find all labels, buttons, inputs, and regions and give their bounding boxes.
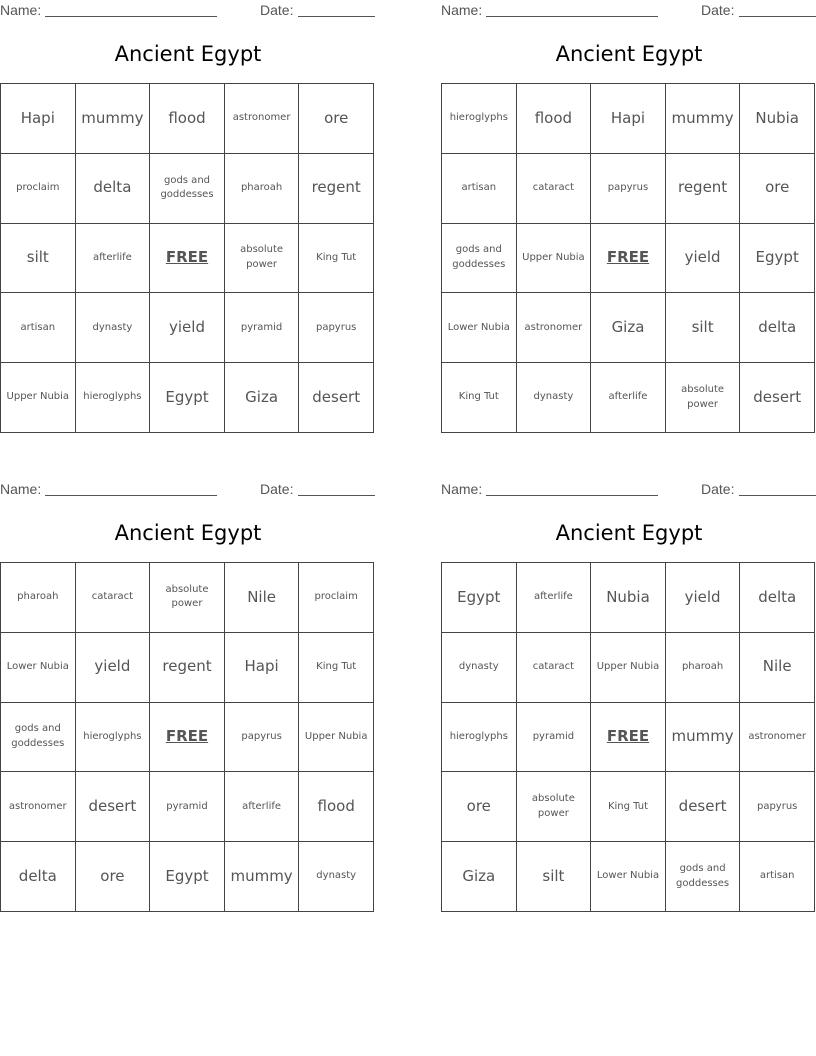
- bingo-cell: King Tut: [299, 224, 374, 294]
- bingo-cell: Upper Nubia: [299, 703, 374, 773]
- bingo-cell: artisan: [1, 293, 76, 363]
- bingo-cell: dynasty: [299, 842, 374, 912]
- card-title: Ancient Egypt: [114, 42, 262, 66]
- bingo-cell: flood: [299, 772, 374, 842]
- bingo-cell: delta: [740, 563, 815, 633]
- bingo-cell: yield: [76, 633, 151, 703]
- bingo-cell: astronomer: [740, 703, 815, 773]
- bingo-cell: absolute power: [150, 563, 225, 633]
- bingo-cell: King Tut: [299, 633, 374, 703]
- free-space: FREE: [591, 224, 666, 294]
- bingo-cell: Giza: [591, 293, 666, 363]
- card-header: [441, 479, 816, 501]
- bingo-cell: regent: [299, 154, 374, 224]
- bingo-card-3: [0, 479, 376, 919]
- bingo-grid: [0, 83, 374, 433]
- card-header: [0, 0, 376, 22]
- bingo-cell: hieroglyphs: [442, 84, 517, 154]
- bingo-cell: papyrus: [740, 772, 815, 842]
- bingo-cell: Lower Nubia: [591, 842, 666, 912]
- bingo-cell: ore: [442, 772, 517, 842]
- name-field-line[interactable]: [45, 495, 217, 496]
- bingo-cell: Nubia: [591, 563, 666, 633]
- bingo-card-1: [0, 0, 376, 440]
- bingo-cell: afterlife: [225, 772, 300, 842]
- bingo-cell: pyramid: [225, 293, 300, 363]
- bingo-cell: pyramid: [150, 772, 225, 842]
- bingo-cell: Egypt: [740, 224, 815, 294]
- date-field-line[interactable]: [298, 16, 375, 17]
- bingo-grid: [441, 562, 815, 912]
- bingo-card-4: [441, 479, 816, 919]
- card-title: Ancient Egypt: [114, 521, 262, 545]
- bingo-cell: yield: [666, 563, 741, 633]
- bingo-cell: Giza: [225, 363, 300, 433]
- bingo-cell: flood: [150, 84, 225, 154]
- bingo-cell: cataract: [517, 154, 592, 224]
- bingo-cell: astronomer: [517, 293, 592, 363]
- bingo-cell: pharoah: [1, 563, 76, 633]
- bingo-cell: cataract: [517, 633, 592, 703]
- date-label: Date:: [701, 2, 735, 18]
- bingo-cell: regent: [666, 154, 741, 224]
- free-space: FREE: [150, 224, 225, 294]
- free-space: FREE: [591, 703, 666, 773]
- bingo-cell: King Tut: [442, 363, 517, 433]
- name-field-line[interactable]: [486, 495, 658, 496]
- card-header: [0, 479, 376, 501]
- bingo-cell: artisan: [442, 154, 517, 224]
- name-label: Name:: [441, 2, 483, 18]
- bingo-cell: absolute power: [225, 224, 300, 294]
- bingo-cell: Egypt: [150, 363, 225, 433]
- bingo-cell: hieroglyphs: [76, 363, 151, 433]
- bingo-cell: regent: [150, 633, 225, 703]
- bingo-cell: flood: [517, 84, 592, 154]
- date-field-line[interactable]: [739, 16, 816, 17]
- date-field-line[interactable]: [739, 495, 816, 496]
- bingo-cell: Egypt: [150, 842, 225, 912]
- bingo-cell: Hapi: [1, 84, 76, 154]
- bingo-cell: cataract: [76, 563, 151, 633]
- date-field-line[interactable]: [298, 495, 375, 496]
- bingo-cell: Upper Nubia: [1, 363, 76, 433]
- bingo-cell: desert: [666, 772, 741, 842]
- bingo-cell: King Tut: [591, 772, 666, 842]
- bingo-cell: Giza: [442, 842, 517, 912]
- bingo-cell: papyrus: [225, 703, 300, 773]
- bingo-cell: Upper Nubia: [591, 633, 666, 703]
- bingo-cell: afterlife: [76, 224, 151, 294]
- card-title: Ancient Egypt: [555, 521, 703, 545]
- bingo-cell: Nile: [225, 563, 300, 633]
- bingo-card-2: [441, 0, 816, 440]
- bingo-cell: pharoah: [666, 633, 741, 703]
- bingo-cell: hieroglyphs: [442, 703, 517, 773]
- bingo-cell: mummy: [225, 842, 300, 912]
- bingo-cell: gods and goddesses: [1, 703, 76, 773]
- bingo-cell: absolute power: [666, 363, 741, 433]
- name-label: Name:: [441, 481, 483, 497]
- bingo-cell: Upper Nubia: [517, 224, 592, 294]
- bingo-cell: desert: [740, 363, 815, 433]
- bingo-grid: [441, 83, 815, 433]
- bingo-cell: hieroglyphs: [76, 703, 151, 773]
- bingo-grid: [0, 562, 374, 912]
- bingo-cell: astronomer: [1, 772, 76, 842]
- bingo-cell: ore: [76, 842, 151, 912]
- date-label: Date:: [701, 481, 735, 497]
- bingo-cell: dynasty: [76, 293, 151, 363]
- bingo-cell: afterlife: [591, 363, 666, 433]
- bingo-cell: proclaim: [299, 563, 374, 633]
- bingo-cell: Egypt: [442, 563, 517, 633]
- bingo-cell: Lower Nubia: [442, 293, 517, 363]
- bingo-cell: papyrus: [299, 293, 374, 363]
- bingo-cell: Nubia: [740, 84, 815, 154]
- bingo-cell: silt: [517, 842, 592, 912]
- card-title: Ancient Egypt: [555, 42, 703, 66]
- date-label: Date:: [260, 2, 294, 18]
- bingo-cell: papyrus: [591, 154, 666, 224]
- bingo-cell: yield: [150, 293, 225, 363]
- name-field-line[interactable]: [486, 16, 658, 17]
- bingo-cell: proclaim: [1, 154, 76, 224]
- bingo-cell: ore: [740, 154, 815, 224]
- bingo-cell: dynasty: [442, 633, 517, 703]
- card-header: [441, 0, 816, 22]
- bingo-cell: Lower Nubia: [1, 633, 76, 703]
- date-label: Date:: [260, 481, 294, 497]
- bingo-cell: pharoah: [225, 154, 300, 224]
- bingo-cell: gods and goddesses: [150, 154, 225, 224]
- bingo-cell: mummy: [666, 703, 741, 773]
- bingo-cell: delta: [740, 293, 815, 363]
- bingo-cell: afterlife: [517, 563, 592, 633]
- bingo-cell: absolute power: [517, 772, 592, 842]
- bingo-cell: Hapi: [591, 84, 666, 154]
- bingo-cell: dynasty: [517, 363, 592, 433]
- bingo-cell: mummy: [666, 84, 741, 154]
- bingo-cell: silt: [1, 224, 76, 294]
- bingo-cell: gods and goddesses: [442, 224, 517, 294]
- bingo-cell: astronomer: [225, 84, 300, 154]
- bingo-cell: ore: [299, 84, 374, 154]
- bingo-cell: artisan: [740, 842, 815, 912]
- bingo-cell: silt: [666, 293, 741, 363]
- bingo-cell: yield: [666, 224, 741, 294]
- free-space: FREE: [150, 703, 225, 773]
- bingo-cell: mummy: [76, 84, 151, 154]
- name-field-line[interactable]: [45, 16, 217, 17]
- bingo-cell: Nile: [740, 633, 815, 703]
- bingo-cell: Hapi: [225, 633, 300, 703]
- name-label: Name:: [0, 2, 42, 18]
- bingo-cell: gods and goddesses: [666, 842, 741, 912]
- bingo-cell: desert: [76, 772, 151, 842]
- bingo-cell: delta: [76, 154, 151, 224]
- bingo-cell: pyramid: [517, 703, 592, 773]
- bingo-cell: desert: [299, 363, 374, 433]
- bingo-cell: delta: [1, 842, 76, 912]
- name-label: Name:: [0, 481, 42, 497]
